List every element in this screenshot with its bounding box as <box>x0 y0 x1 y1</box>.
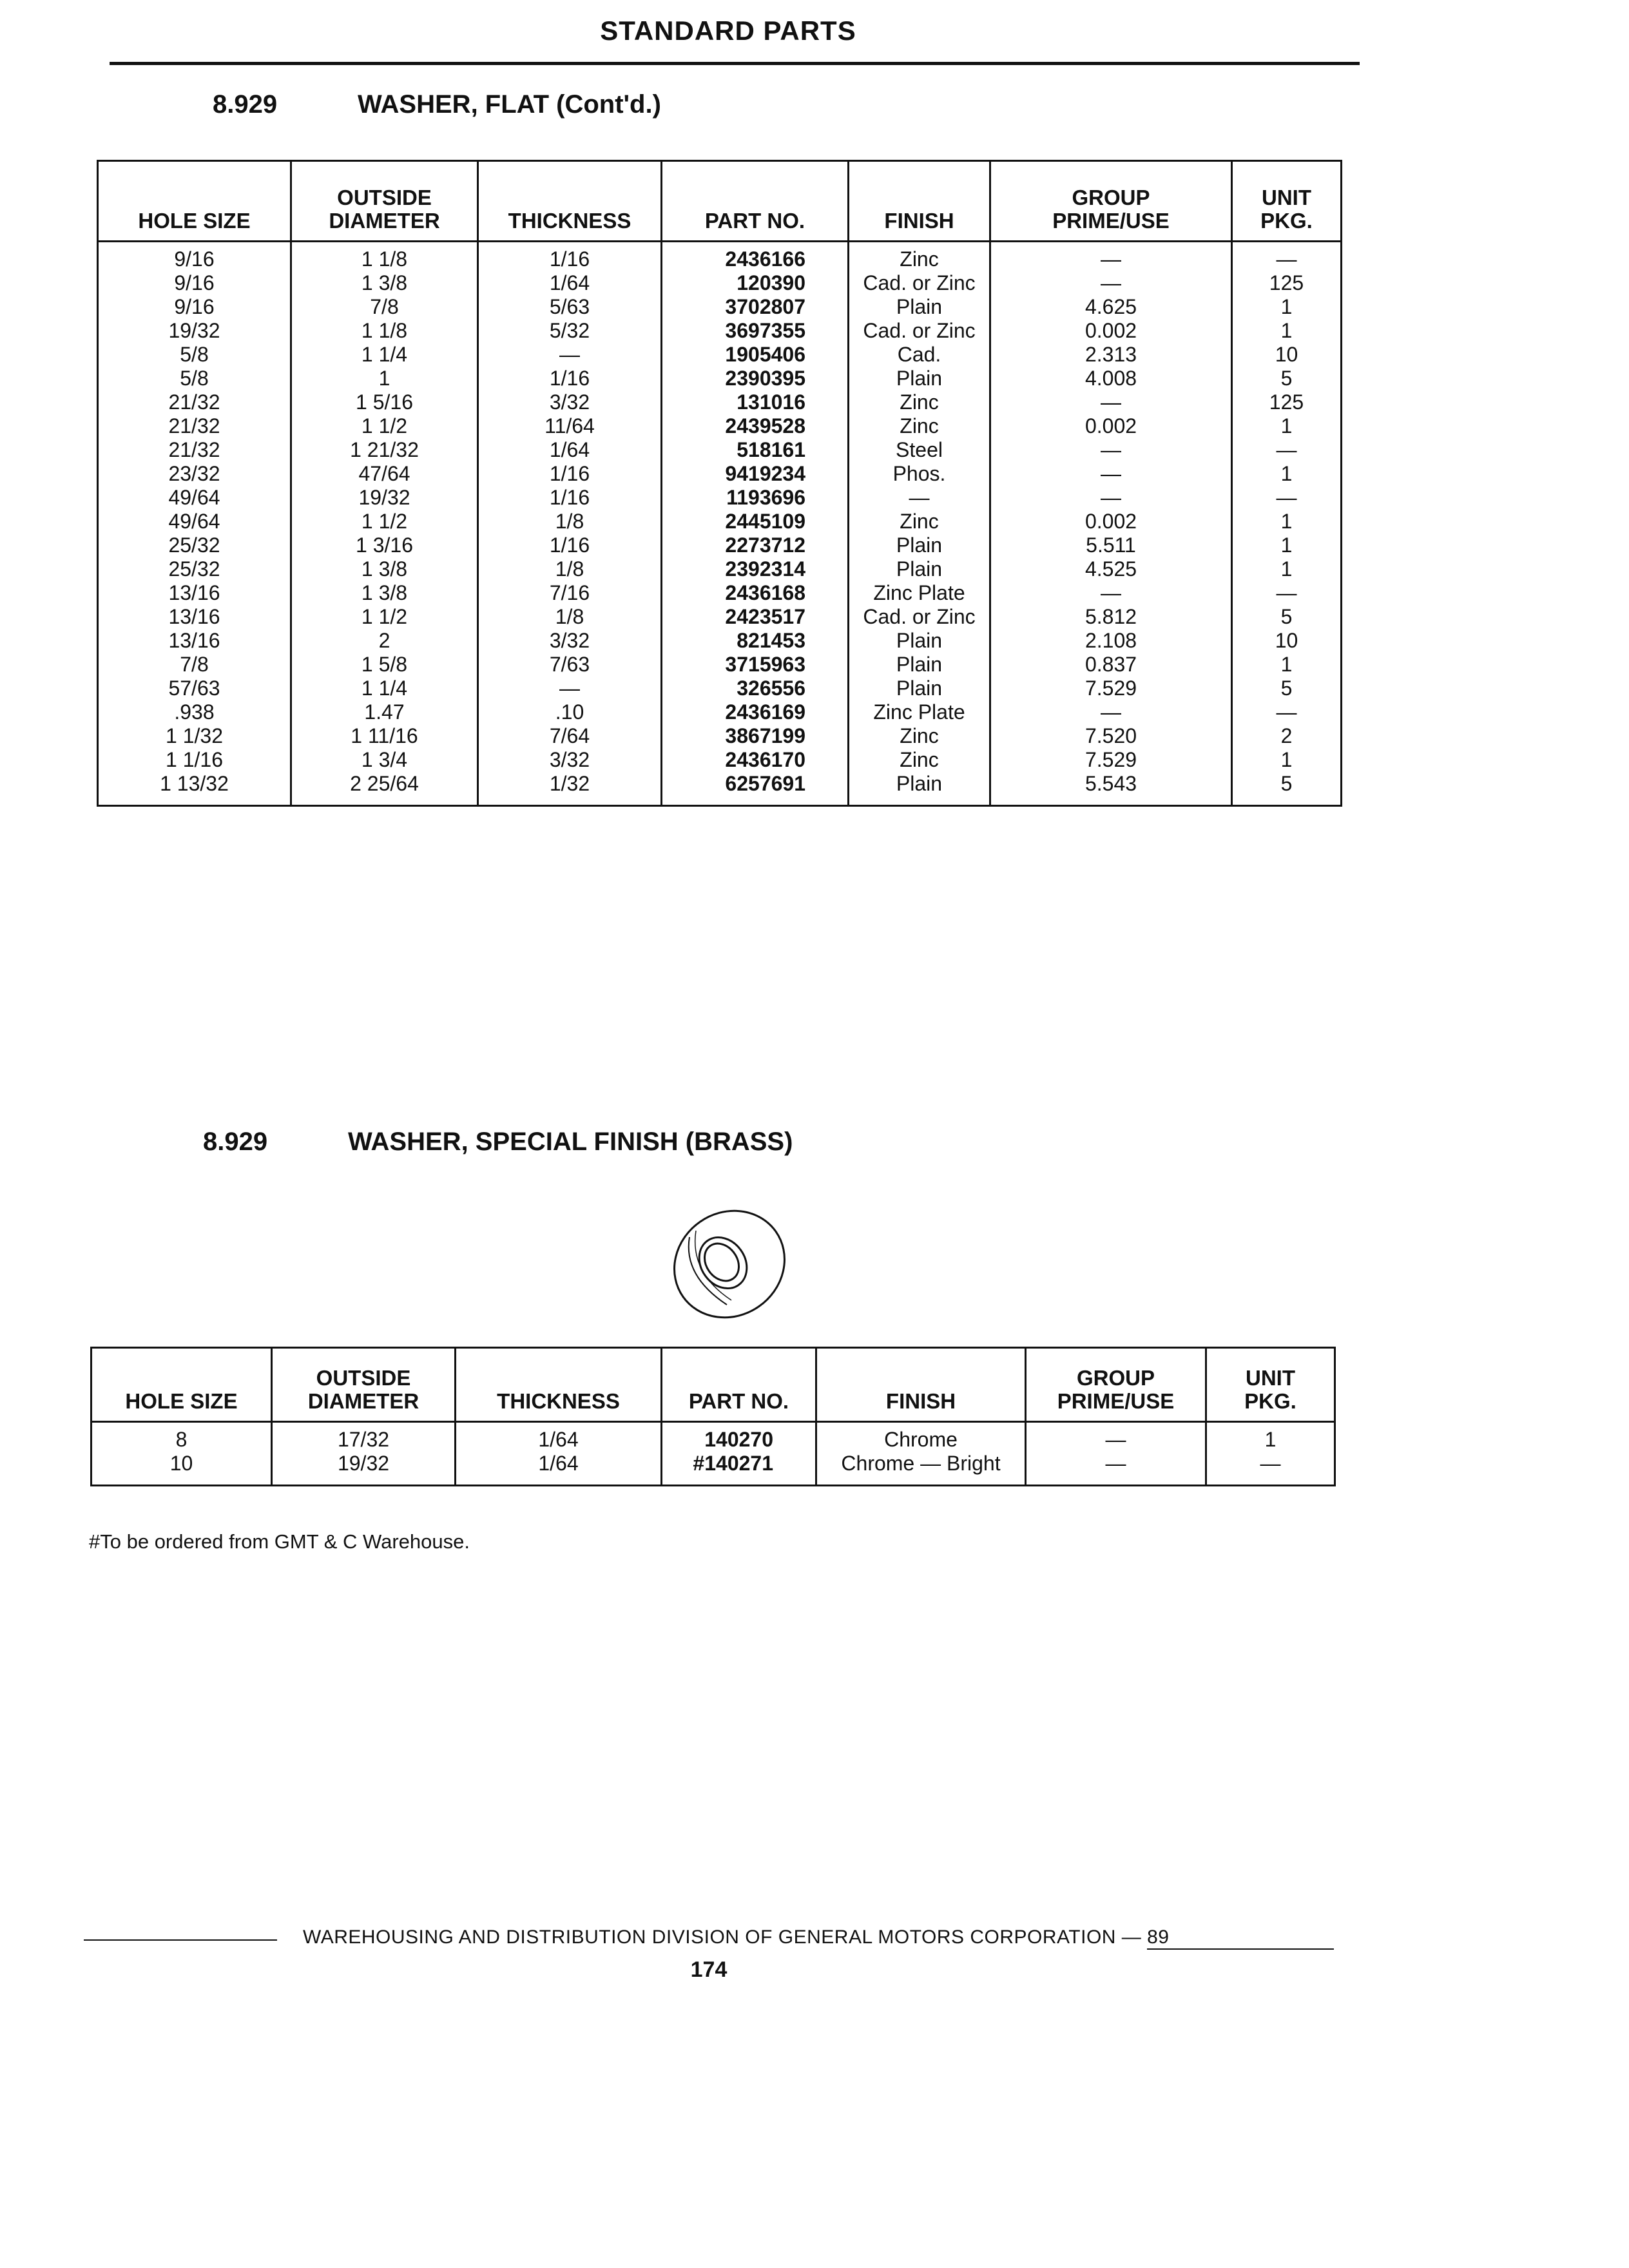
thickness-cell: 3/32 <box>478 390 662 414</box>
finish-cell: Steel <box>849 438 990 462</box>
group-prime-use-cell: — <box>990 438 1232 462</box>
outside-diameter-cell: 1 1/2 <box>291 414 478 438</box>
unit-pkg-cell: — <box>1232 438 1342 462</box>
part-no-cell: 2273712 <box>662 533 849 557</box>
group-prime-use-cell: 0.837 <box>990 653 1232 677</box>
table-row <box>98 367 1342 390</box>
part-no-cell: 1193696 <box>662 486 849 510</box>
part-no-cell: 6257691 <box>662 772 849 806</box>
outside-diameter-cell: 1 3/8 <box>291 271 478 295</box>
group-prime-use-cell: 5.543 <box>990 772 1232 806</box>
group-prime-use-cell: 0.002 <box>990 319 1232 343</box>
hole-size-cell: .938 <box>98 700 291 724</box>
part-no-cell: 2392314 <box>662 557 849 581</box>
part-no-cell: 2423517 <box>662 605 849 629</box>
finish-cell: Plain <box>849 557 990 581</box>
outside-diameter-cell: 1 1/4 <box>291 343 478 367</box>
finish-cell: Cad. <box>849 343 990 367</box>
unit-pkg-cell: — <box>1232 700 1342 724</box>
washer-special-finish-table <box>90 1347 1336 1486</box>
unit-pkg-cell: 1 <box>1232 748 1342 772</box>
thickness-cell: 1/8 <box>478 510 662 533</box>
finish-cell: Zinc Plate <box>849 581 990 605</box>
group-prime-use-cell: — <box>990 242 1232 272</box>
finish-cell: Zinc Plate <box>849 700 990 724</box>
table-row <box>92 1452 1335 1486</box>
thickness-cell: 1/16 <box>478 462 662 486</box>
hole-size-cell: 13/16 <box>98 629 291 653</box>
hole-size-cell: 13/16 <box>98 605 291 629</box>
table-row <box>98 557 1342 581</box>
group-prime-use-cell: — <box>990 271 1232 295</box>
table-row <box>98 295 1342 319</box>
outside-diameter-cell: 2 <box>291 629 478 653</box>
thickness-cell: 1/64 <box>478 271 662 295</box>
thickness-cell: 5/32 <box>478 319 662 343</box>
thickness-cell: 1/16 <box>478 367 662 390</box>
table-row <box>98 629 1342 653</box>
table-row <box>98 390 1342 414</box>
finish-cell: Chrome — Bright <box>816 1452 1026 1486</box>
col-header-unit-pkg: UNIT PKG. <box>1232 161 1342 242</box>
outside-diameter-cell: 1.47 <box>291 700 478 724</box>
col-header-finish: FINISH <box>816 1348 1026 1422</box>
page-header-title: STANDARD PARTS <box>600 15 856 46</box>
table-row <box>98 581 1342 605</box>
finish-cell: Plain <box>849 653 990 677</box>
hole-size-cell: 21/32 <box>98 438 291 462</box>
hole-size-cell: 57/63 <box>98 677 291 700</box>
part-no-cell: 3715963 <box>662 653 849 677</box>
group-prime-use-cell: 4.008 <box>990 367 1232 390</box>
group-prime-use-cell: 2.108 <box>990 629 1232 653</box>
header-rule <box>110 62 1360 65</box>
part-no-cell: 1905406 <box>662 343 849 367</box>
part-no-cell: 326556 <box>662 677 849 700</box>
group-prime-use-cell: — <box>990 390 1232 414</box>
unit-pkg-cell: 1 <box>1232 414 1342 438</box>
part-no-cell: 9419234 <box>662 462 849 486</box>
group-prime-use-cell: — <box>1026 1452 1206 1486</box>
outside-diameter-cell: 1 3/8 <box>291 557 478 581</box>
outside-diameter-cell: 47/64 <box>291 462 478 486</box>
thickness-cell: — <box>478 677 662 700</box>
washer-flat-table <box>97 160 1342 807</box>
table-row <box>98 605 1342 629</box>
group-prime-use-cell: — <box>990 462 1232 486</box>
outside-diameter-cell: 1 3/16 <box>291 533 478 557</box>
thickness-cell: 7/64 <box>478 724 662 748</box>
hole-size-cell: 5/8 <box>98 343 291 367</box>
group-prime-use-cell: 0.002 <box>990 414 1232 438</box>
group-prime-use-cell: — <box>990 700 1232 724</box>
outside-diameter-cell: 1 1/4 <box>291 677 478 700</box>
finish-cell: Plain <box>849 772 990 806</box>
table-row <box>98 462 1342 486</box>
thickness-cell: 11/64 <box>478 414 662 438</box>
outside-diameter-cell: 1 21/32 <box>291 438 478 462</box>
thickness-cell: 1/8 <box>478 557 662 581</box>
outside-diameter-cell: 1 5/16 <box>291 390 478 414</box>
table-row <box>98 510 1342 533</box>
finish-cell: Plain <box>849 677 990 700</box>
thickness-cell: 7/63 <box>478 653 662 677</box>
part-no-cell: 2436168 <box>662 581 849 605</box>
table-row <box>92 1422 1335 1452</box>
finish-cell: — <box>849 486 990 510</box>
hole-size-cell: 25/32 <box>98 557 291 581</box>
unit-pkg-cell: 5 <box>1232 367 1342 390</box>
hole-size-cell: 21/32 <box>98 390 291 414</box>
group-prime-use-cell: 7.529 <box>990 677 1232 700</box>
hole-size-cell: 49/64 <box>98 510 291 533</box>
part-no-cell: 2445109 <box>662 510 849 533</box>
unit-pkg-cell: — <box>1232 581 1342 605</box>
washer-illustration <box>651 1198 805 1327</box>
table-row <box>98 700 1342 724</box>
section2-title: WASHER, SPECIAL FINISH (BRASS) <box>348 1128 793 1156</box>
unit-pkg-cell: 1 <box>1232 462 1342 486</box>
part-no-cell: 3702807 <box>662 295 849 319</box>
finish-cell: Plain <box>849 533 990 557</box>
finish-cell: Plain <box>849 629 990 653</box>
part-no-cell: 821453 <box>662 629 849 653</box>
hole-size-cell: 21/32 <box>98 414 291 438</box>
group-prime-use-cell: 0.002 <box>990 510 1232 533</box>
outside-diameter-cell: 2 25/64 <box>291 772 478 806</box>
unit-pkg-cell: 2 <box>1232 724 1342 748</box>
group-prime-use-cell: — <box>1026 1422 1206 1452</box>
part-no-cell: 3697355 <box>662 319 849 343</box>
part-no-cell: 131016 <box>662 390 849 414</box>
part-no-cell: 2436170 <box>662 748 849 772</box>
hole-size-cell: 7/8 <box>98 653 291 677</box>
unit-pkg-cell: — <box>1206 1452 1335 1486</box>
table-row <box>98 772 1342 806</box>
thickness-cell: — <box>478 343 662 367</box>
part-no-cell: 2390395 <box>662 367 849 390</box>
thickness-cell: 1/16 <box>478 486 662 510</box>
hole-size-cell: 5/8 <box>98 367 291 390</box>
outside-diameter-cell: 1 3/4 <box>291 748 478 772</box>
finish-cell: Zinc <box>849 510 990 533</box>
hole-size-cell: 25/32 <box>98 533 291 557</box>
outside-diameter-cell: 7/8 <box>291 295 478 319</box>
part-no-cell: 2439528 <box>662 414 849 438</box>
section1-title: WASHER, FLAT (Cont'd.) <box>358 90 661 119</box>
part-no-cell: 120390 <box>662 271 849 295</box>
group-prime-use-cell: — <box>990 486 1232 510</box>
unit-pkg-cell: 1 <box>1232 319 1342 343</box>
table-row <box>98 343 1342 367</box>
outside-diameter-cell: 1 <box>291 367 478 390</box>
outside-diameter-cell: 1 3/8 <box>291 581 478 605</box>
col-header-group-prime-use: GROUP PRIME/USE <box>990 161 1232 242</box>
outside-diameter-cell: 1 1/2 <box>291 510 478 533</box>
hole-size-cell: 19/32 <box>98 319 291 343</box>
outside-diameter-cell: 1 1/8 <box>291 319 478 343</box>
thickness-cell: 1/64 <box>456 1452 662 1486</box>
col-header-hole-size: HOLE SIZE <box>98 161 291 242</box>
section2-number: 8.929 <box>203 1128 268 1156</box>
hole-size-cell: 9/16 <box>98 271 291 295</box>
col-header-group-prime-use: GROUP PRIME/USE <box>1026 1348 1206 1422</box>
part-no-cell: 2436166 <box>662 242 849 272</box>
outside-diameter-cell: 17/32 <box>272 1422 456 1452</box>
group-prime-use-cell: 2.313 <box>990 343 1232 367</box>
unit-pkg-cell: 1 <box>1232 653 1342 677</box>
finish-cell: Cad. or Zinc <box>849 319 990 343</box>
thickness-cell: 1/64 <box>456 1422 662 1452</box>
footer-division-text: WAREHOUSING AND DISTRIBUTION DIVISION OF GENERAL MOTORS CORPORATION — 89 <box>303 1927 1170 1948</box>
unit-pkg-cell: — <box>1232 486 1342 510</box>
group-prime-use-cell: 5.812 <box>990 605 1232 629</box>
group-prime-use-cell: 4.525 <box>990 557 1232 581</box>
thickness-cell: 3/32 <box>478 629 662 653</box>
thickness-cell: 3/32 <box>478 748 662 772</box>
finish-cell: Cad. or Zinc <box>849 605 990 629</box>
finish-cell: Plain <box>849 295 990 319</box>
unit-pkg-cell: 5 <box>1232 677 1342 700</box>
thickness-cell: 7/16 <box>478 581 662 605</box>
finish-cell: Chrome <box>816 1422 1026 1452</box>
col-header-thickness: THICKNESS <box>456 1348 662 1422</box>
hole-size-cell: 9/16 <box>98 242 291 272</box>
thickness-cell: 5/63 <box>478 295 662 319</box>
table-row <box>98 724 1342 748</box>
col-header-finish: FINISH <box>849 161 990 242</box>
table-row <box>98 653 1342 677</box>
hole-size-cell: 1 1/32 <box>98 724 291 748</box>
table-row <box>98 486 1342 510</box>
outside-diameter-cell: 1 1/2 <box>291 605 478 629</box>
thickness-cell: 1/8 <box>478 605 662 629</box>
group-prime-use-cell: 5.511 <box>990 533 1232 557</box>
unit-pkg-cell: 10 <box>1232 629 1342 653</box>
table-row <box>98 748 1342 772</box>
unit-pkg-cell: 10 <box>1232 343 1342 367</box>
col-header-unit-pkg: UNIT PKG. <box>1206 1348 1335 1422</box>
table-row <box>98 438 1342 462</box>
page-number: 174 <box>690 1957 728 1982</box>
finish-cell: Cad. or Zinc <box>849 271 990 295</box>
unit-pkg-cell: 1 <box>1232 533 1342 557</box>
col-header-thickness: THICKNESS <box>478 161 662 242</box>
col-header-outside-diameter: OUTSIDE DIAMETER <box>291 161 478 242</box>
thickness-cell: 1/16 <box>478 533 662 557</box>
unit-pkg-cell: 125 <box>1232 271 1342 295</box>
finish-cell: Zinc <box>849 724 990 748</box>
outside-diameter-cell: 19/32 <box>291 486 478 510</box>
hole-size-cell: 13/16 <box>98 581 291 605</box>
part-no-cell: #140271 <box>662 1452 816 1486</box>
part-no-cell: 3867199 <box>662 724 849 748</box>
table-row <box>98 319 1342 343</box>
group-prime-use-cell: 4.625 <box>990 295 1232 319</box>
unit-pkg-cell: 1 <box>1232 510 1342 533</box>
outside-diameter-cell: 1 1/8 <box>291 242 478 272</box>
hole-size-cell: 1 1/16 <box>98 748 291 772</box>
footnote: #To be ordered from GMT & C Warehouse. <box>89 1530 470 1553</box>
unit-pkg-cell: 1 <box>1206 1422 1335 1452</box>
unit-pkg-cell: — <box>1232 242 1342 272</box>
finish-cell: Phos. <box>849 462 990 486</box>
finish-cell: Zinc <box>849 748 990 772</box>
thickness-cell: 1/16 <box>478 242 662 272</box>
hole-size-cell: 1 13/32 <box>98 772 291 806</box>
finish-cell: Zinc <box>849 390 990 414</box>
hole-size-cell: 9/16 <box>98 295 291 319</box>
col-header-hole-size: HOLE SIZE <box>92 1348 272 1422</box>
unit-pkg-cell: 1 <box>1232 295 1342 319</box>
part-no-cell: 140270 <box>662 1422 816 1452</box>
group-prime-use-cell: 7.529 <box>990 748 1232 772</box>
unit-pkg-cell: 5 <box>1232 772 1342 806</box>
group-prime-use-cell: — <box>990 581 1232 605</box>
table-row <box>98 271 1342 295</box>
table-row <box>98 414 1342 438</box>
section1-number: 8.929 <box>213 90 278 119</box>
col-header-part-no: PART NO. <box>662 1348 816 1422</box>
footer-rule-right <box>1147 1948 1334 1950</box>
hole-size-cell: 8 <box>92 1422 272 1452</box>
hole-size-cell: 23/32 <box>98 462 291 486</box>
finish-cell: Zinc <box>849 414 990 438</box>
finish-cell: Plain <box>849 367 990 390</box>
outside-diameter-cell: 1 11/16 <box>291 724 478 748</box>
finish-cell: Zinc <box>849 242 990 272</box>
part-no-cell: 2436169 <box>662 700 849 724</box>
thickness-cell: 1/64 <box>478 438 662 462</box>
hole-size-cell: 10 <box>92 1452 272 1486</box>
col-header-part-no: PART NO. <box>662 161 849 242</box>
thickness-cell: 1/32 <box>478 772 662 806</box>
unit-pkg-cell: 5 <box>1232 605 1342 629</box>
outside-diameter-cell: 19/32 <box>272 1452 456 1486</box>
outside-diameter-cell: 1 5/8 <box>291 653 478 677</box>
group-prime-use-cell: 7.520 <box>990 724 1232 748</box>
table-row <box>98 533 1342 557</box>
col-header-outside-diameter: OUTSIDE DIAMETER <box>272 1348 456 1422</box>
unit-pkg-cell: 125 <box>1232 390 1342 414</box>
table-row <box>98 242 1342 272</box>
part-no-cell: 518161 <box>662 438 849 462</box>
thickness-cell: .10 <box>478 700 662 724</box>
footer-rule-left <box>84 1939 277 1941</box>
hole-size-cell: 49/64 <box>98 486 291 510</box>
unit-pkg-cell: 1 <box>1232 557 1342 581</box>
table-row <box>98 677 1342 700</box>
